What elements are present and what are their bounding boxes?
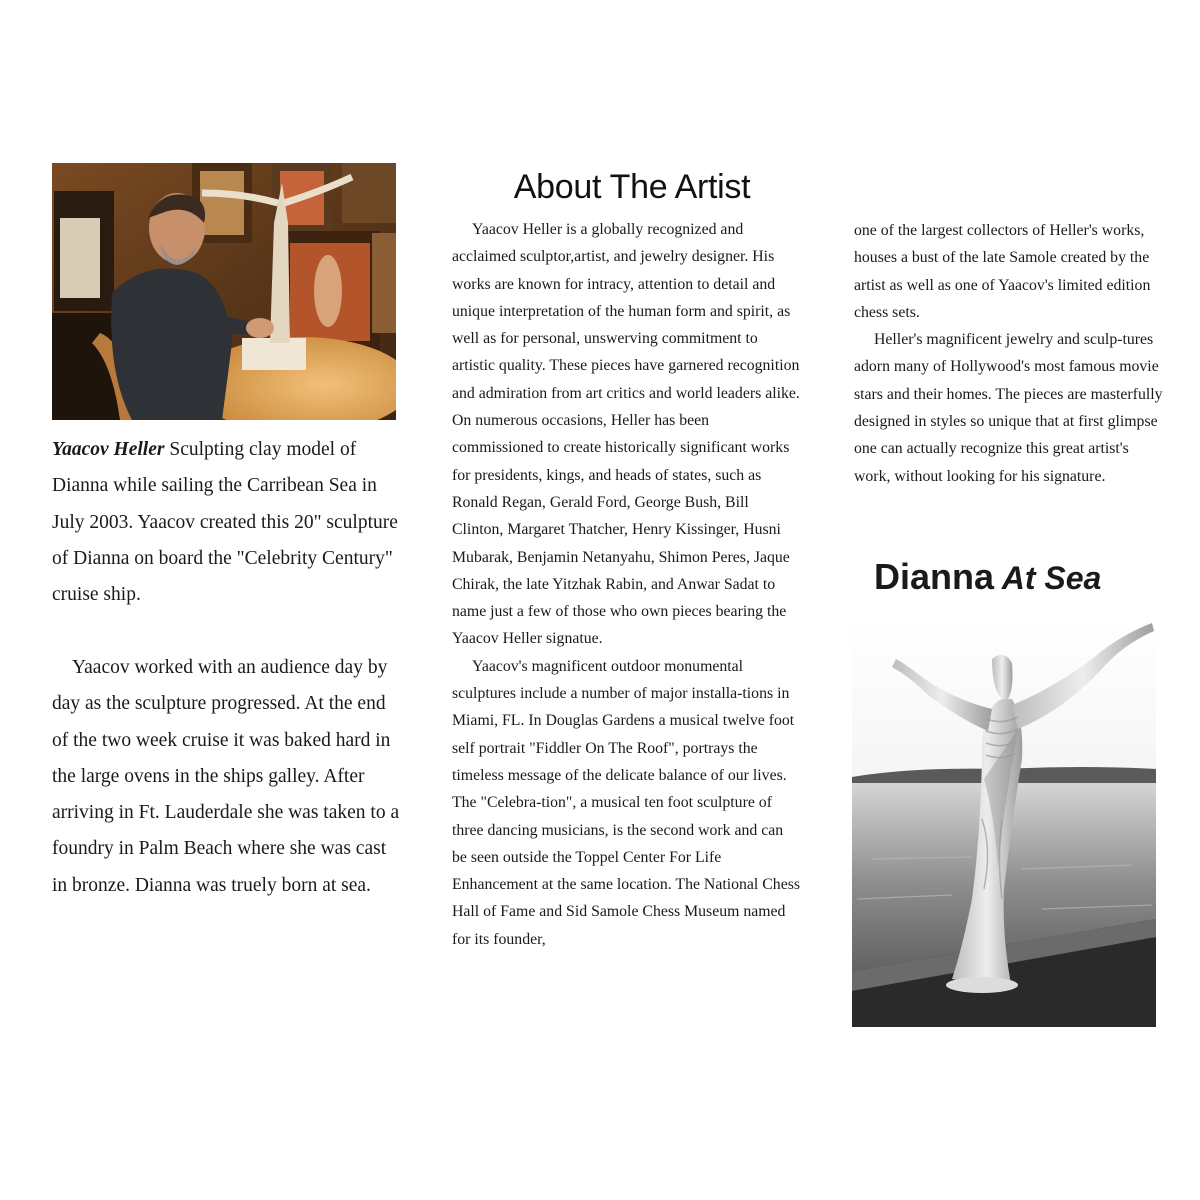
bio-paragraph-2-text: Yaacov's magnificent outdoor monumental sculptures include a number of major installa-tions in Miami, FL. In Douglas Gardens a musical twelve foot self portrait "Fiddler On The Roof", portrays the timeless message of the delicate balance of our lives. The "Celebra-tion", a musical ten foot sculpture of three dancing musicians, is the second work and can be seen outside the Toppel Center For Life Enhancement at the same location. The National Chess Hall of Fame and Sid Samole Chess Museum named for its founder,	[452, 657, 801, 948]
left-paragraph	[52, 650, 402, 904]
artist-bio	[452, 216, 802, 953]
sculpture-title	[874, 555, 1174, 600]
bio-paragraph-1	[452, 216, 802, 653]
caption-text: Sculpting clay model of Dianna while sailing the Carribean Sea in July 2003. Yaacov created this 20" sculpture of Dianna on board the "Celebrity Century" cruise ship.	[52, 439, 398, 606]
sculpture-title-subtitle: At Sea	[994, 560, 1102, 596]
bio-paragraph-2	[452, 653, 802, 953]
bio-paragraph-1-text: Yaacov Heller is a globally recognized and acclaimed sculptor,artist, and jewelry designer. His works are known for intracy, attention to detail and unique interpretation of the human form and spirit, as well as for personal, unswerving commitment to artistic quality. These pieces have garnered recognition and admiration from art critics and world leaders alike. On numerous occasions, Heller has been commissioned to create historically significant works for presidents, kings, and heads of states, such as Ronald Regan, Gerald Ford, George Bush, Bill Clinton, Margaret Thatcher, Henry Kissinger, Husni Mubarak, Benjamin Netanyahu, Shimon Peres, Jaque Chirak, the late Yitzhak Rabin, and Anwar Sadat to name just a few of those who own pieces bearing the Yaacov Heller signatue.	[452, 221, 800, 648]
bio-paragraph-4-text: Heller's magnificent jewelry and sculp-tures adorn many of Hollywood's most famous movie stars and their homes. The pieces are masterfully designed in styles so unique that at first glimpse one can actually recognize this great artist's work, without looking for his signature.	[854, 331, 1163, 485]
caption-artist-name: Yaacov Heller	[52, 439, 165, 460]
artist-photo	[52, 163, 396, 420]
bio-paragraph-3-text: one of the largest collectors of Heller's works, houses a bust of the late Samole created by the artist as well as one of Yaacov's limited edition chess sets.	[854, 222, 1151, 321]
bio-paragraph-4	[854, 326, 1164, 490]
photo-caption	[52, 432, 402, 613]
bio-continued	[854, 217, 1164, 490]
bio-paragraph-3	[854, 217, 1164, 326]
sculpture-photo	[852, 619, 1156, 1027]
page-title: About The Artist	[513, 168, 751, 206]
sculpture-title-name: Dianna	[874, 556, 995, 597]
left-paragraph-text: Yaacov worked with an audience day by day as the sculpture progressed. At the end of the two week cruise it was baked hard in the large ovens in the ships galley. After arriving in Ft. Lauderdale she was taken to a foundry in Palm Beach where she was cast in bronze. Dianna was truely born at sea.	[52, 657, 400, 896]
